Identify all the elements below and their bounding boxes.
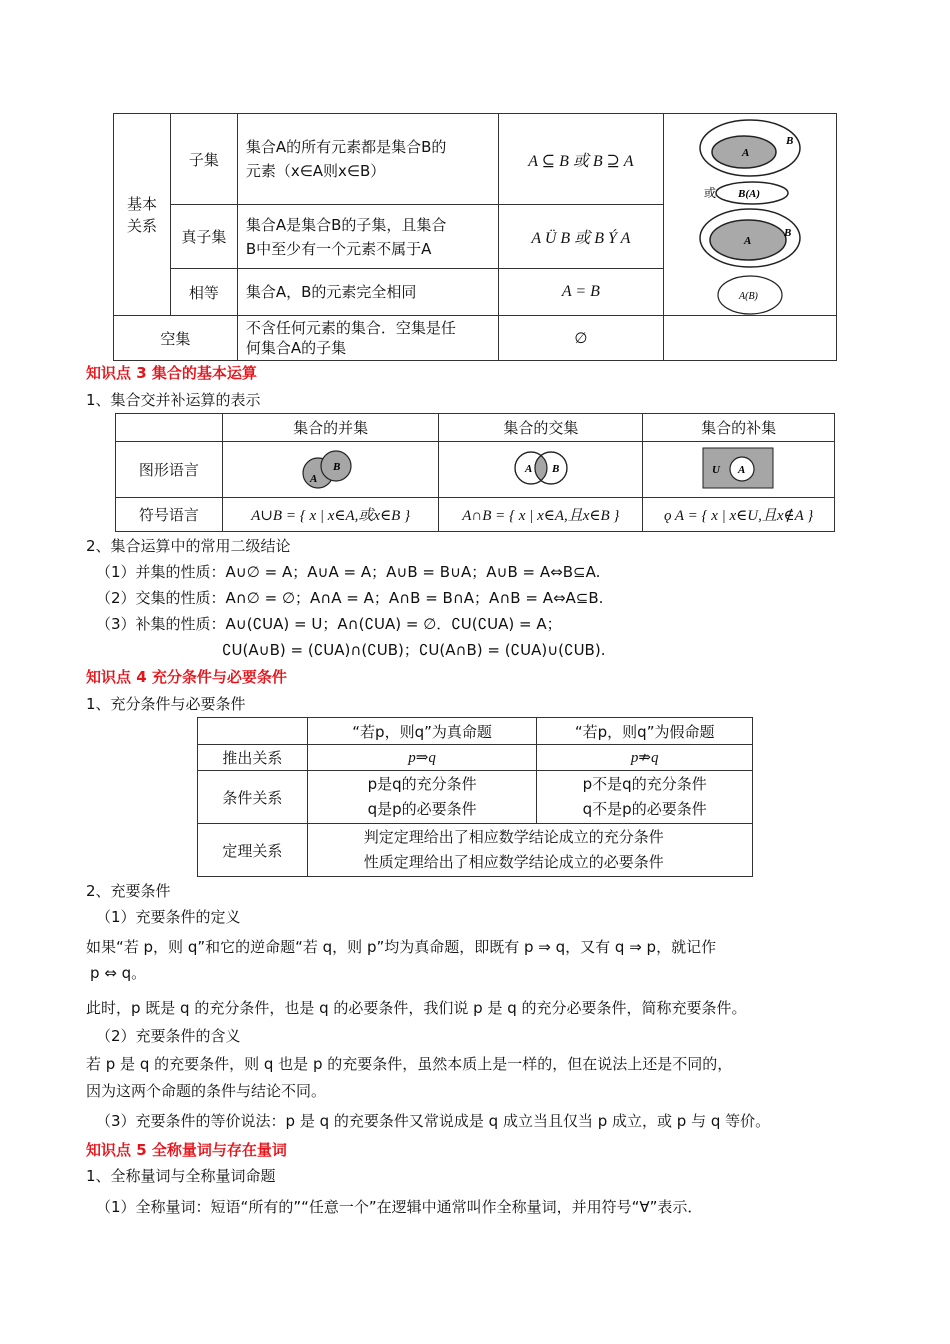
implies: p⇒q: [307, 745, 537, 771]
kp5-title: 知识点 5 全称量词与存在量词: [86, 1141, 287, 1159]
complement-diagram: [643, 442, 835, 498]
false-prop-header: “若p，则q”为假命题: [537, 718, 753, 745]
empty-set-diagram: [664, 316, 837, 361]
complement-properties: （3）补集的性质：A∪(∁UA) = U；A∩(∁UA) = ∅．∁U(∁UA) = A；: [96, 615, 562, 633]
def-para-1b: p ⇔ q。: [90, 964, 147, 982]
equal-symbol: A = B: [498, 269, 664, 316]
subset-desc: 集合A的所有元素都是集合B的 元素（x∈A则x∈B）: [237, 114, 498, 205]
universal-quantifier: （1）全称量词：短语“所有的”“任意一个”在逻辑中通常叫作全称量词，并用符号“∀”表示．: [96, 1198, 703, 1216]
intersection-properties: （2）交集的性质：A∩∅ = ∅；A∩A = A；A∩B = B∩A；A∩B = A⇔A⊆B.: [96, 589, 604, 607]
kp5-sub1: 1、全称量词与全称量词命题: [86, 1167, 276, 1185]
kp4-title: 知识点 4 充分条件与必要条件: [86, 668, 287, 686]
union-properties: （1）并集的性质：A∪∅ = A；A∪A = A；A∪B = B∪A；A∪B = A⇔B⊆A.: [96, 563, 601, 581]
proper-subset-desc: 集合A是集合B的子集，且集合 B中至少有一个元素不属于A: [237, 205, 498, 269]
group-label: 基本 关系: [114, 114, 171, 316]
union-label-b: B: [332, 460, 340, 473]
meaning-heading: （2）充要条件的含义: [96, 1027, 241, 1045]
comp-label-u: U: [711, 463, 720, 476]
not-implies: p⇏q: [537, 745, 753, 771]
or-label: 或: [704, 186, 717, 200]
label-b: B: [786, 135, 794, 147]
header-union: 集合的并集: [222, 414, 439, 442]
graphic-label: 图形语言: [116, 442, 223, 498]
intersection-formula: A∩B = { x | x∈A,且x∈B }: [439, 498, 643, 532]
meaning-para-2: 因为这两个命题的条件与结论不同。: [86, 1082, 327, 1100]
def-para-1: 如果“若 p，则 q”和它的逆命题“若 q，则 p”均为真命题，即既有 p ⇒ q，又有 q ⇒ p，就记作: [86, 938, 717, 956]
operations-table: [115, 413, 835, 532]
theorem-label: 定理关系: [198, 824, 308, 877]
equal-name: 相等: [170, 269, 237, 316]
sufficient-cell: p是q的充分条件 q是p的必要条件: [307, 771, 537, 824]
true-prop-header: “若p，则q”为真命题: [307, 718, 537, 745]
kp3-title: 知识点 3 集合的基本运算: [86, 364, 257, 382]
empty-set-name: 空集: [114, 316, 238, 361]
union-label-a: A: [309, 472, 317, 485]
label-ba: B(A): [738, 188, 761, 200]
venn-cell: [664, 114, 837, 316]
theorem-cell: 判定定理给出了相应数学结论成立的充分条件 性质定理给出了相应数学结论成立的必要条件: [307, 824, 752, 877]
comp-label-a: A: [737, 463, 745, 476]
meaning-para-1: 若 p 是 q 的充要条件，则 q 也是 p 的充要条件，虽然本质上是一样的，但在说法上还是不同的，: [86, 1055, 733, 1073]
equal-desc: 集合A，B的元素完全相同: [237, 269, 498, 316]
venn-diagrams: [664, 114, 837, 316]
subset-name: 子集: [170, 114, 237, 205]
kp3-sub1: 1、集合交并补运算的表示: [86, 391, 261, 409]
kp4-sub2: 2、充要条件: [86, 882, 171, 900]
not-sufficient-cell: p不是q的充分条件 q不是p的必要条件: [537, 771, 753, 824]
label-a: A: [742, 147, 750, 159]
subset-symbol: A ⊆ B 或 B ⊇ A: [498, 114, 664, 205]
inter-label-b: B: [551, 462, 560, 475]
intersection-diagram: [439, 442, 643, 498]
deduce-label: 推出关系: [198, 745, 308, 771]
label-b2: B: [784, 227, 792, 239]
empty-set-desc: 不含任何元素的集合．空集是任 何集合A的子集: [237, 316, 498, 361]
demorgan-laws: ∁U(A∪B) = (∁UA)∩(∁UB)；∁U(A∩B) = (∁UA)∪(∁UB).: [222, 641, 606, 659]
kp4-sub1: 1、充分条件与必要条件: [86, 695, 246, 713]
symbol-label: 符号语言: [116, 498, 223, 532]
def-heading: （1）充要条件的定义: [96, 908, 241, 926]
equivalent-para: （3）充要条件的等价说法：p 是 q 的充要条件又常说成是 q 成立当且仅当 p 成立，或 p 与 q 等价。: [96, 1112, 771, 1130]
def-para-2: 此时，p 既是 q 的充分条件，也是 q 的必要条件，我们说 p 是 q 的充分必要条件，简称充要条件。: [86, 999, 747, 1017]
complement-formula: ǫ A = { x | x∈U,且x∉A }: [643, 498, 835, 532]
conditions-table: [197, 717, 753, 877]
union-diagram: [222, 442, 439, 498]
proper-subset-name: 真子集: [170, 205, 237, 269]
label-ab: A(B): [739, 291, 759, 302]
condition-label: 条件关系: [198, 771, 308, 824]
union-formula: A∪B = { x | x∈A,或x∈B }: [222, 498, 439, 532]
header-intersection: 集合的交集: [439, 414, 643, 442]
relations-table: [113, 113, 837, 361]
empty-set-symbol: ∅: [498, 316, 664, 361]
kp3-sub2: 2、集合运算中的常用二级结论: [86, 537, 291, 555]
proper-subset-symbol: A Ü B 或 B Ý A: [498, 205, 664, 269]
header-complement: 集合的补集: [643, 414, 835, 442]
inter-label-a: A: [524, 462, 533, 475]
label-a2: A: [744, 235, 752, 247]
